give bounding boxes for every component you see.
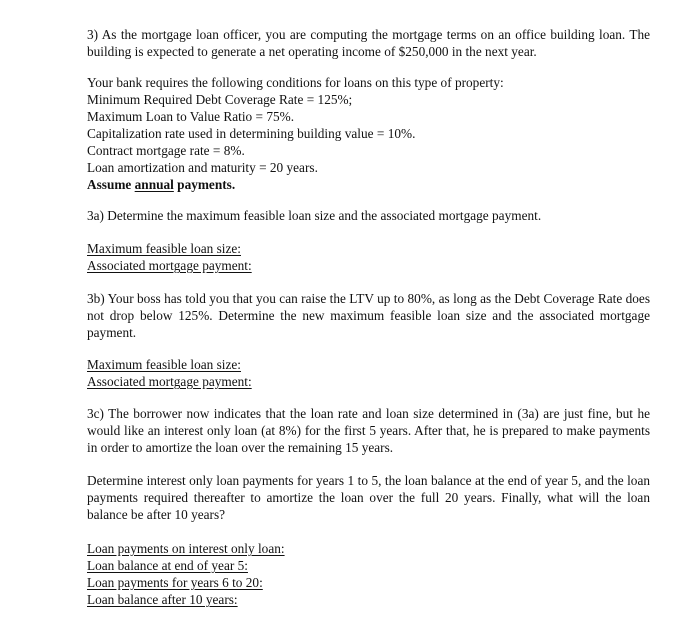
conditions-heading: Your bank requires the following conditions for loans on this type of property: bbox=[87, 75, 504, 90]
part-b-answer-payment: Associated mortgage payment: bbox=[87, 374, 252, 389]
part-c-answers bbox=[87, 540, 650, 608]
part-c-answer-interest-only: Loan payments on interest only loan: bbox=[87, 541, 285, 556]
part-a-question: 3a) Determine the maximum feasible loan size and the associated mortgage payment. bbox=[87, 208, 542, 223]
assume-suffix: payments. bbox=[173, 177, 236, 192]
part-b-answers bbox=[87, 356, 650, 390]
condition-item-dcr: Minimum Required Debt Coverage Rate = 125%; bbox=[87, 92, 353, 107]
assume-annual-payments bbox=[87, 176, 650, 193]
condition-item-mortgage-rate: Contract mortgage rate = 8%. bbox=[87, 143, 245, 158]
condition-item-cap-rate: Capitalization rate used in determining building value = 10%. bbox=[87, 126, 416, 141]
part-b-answer-loan-size: Maximum feasible loan size: bbox=[87, 357, 241, 372]
assume-prefix: Assume bbox=[87, 177, 135, 192]
intro-paragraph: 3) As the mortgage loan officer, you are computing the mortgage terms on an office building loan. The building is expected to generate a net operating income of $250,000 in the next year. bbox=[87, 27, 650, 59]
part-c-answer-balance-year-10: Loan balance after 10 years: bbox=[87, 592, 238, 607]
part-a-answers bbox=[87, 240, 650, 274]
part-c-answer-payments-6-20: Loan payments for years 6 to 20: bbox=[87, 575, 263, 590]
part-c-instructions: Determine interest only loan payments for years 1 to 5, the loan balance at the end of year 5, and the loan payments required thereafter to amortize the loan over the full 20 years. Finally, what will the loan balance be after 10 years? bbox=[87, 473, 650, 522]
part-c-question: 3c) The borrower now indicates that the loan rate and loan size determined in (3a) are just fine, but he would like an interest only loan (at 8%) for the first 5 years. After that, he is prepared to make payments in order to amortize the loan over the remaining 15 years. bbox=[87, 406, 650, 455]
part-a-answer-loan-size: Maximum feasible loan size: bbox=[87, 241, 241, 256]
assume-emphasis-word: annual bbox=[134, 177, 174, 192]
condition-item-amortization: Loan amortization and maturity = 20 years. bbox=[87, 160, 318, 175]
conditions-block bbox=[87, 74, 650, 193]
part-b-question: 3b) Your boss has told you that you can raise the LTV up to 80%, as long as the Debt Coverage Rate does not drop below 125%. Determine the new maximum feasible loan size and the associated mortgage payment. bbox=[87, 291, 650, 340]
part-c-answer-balance-year-5: Loan balance at end of year 5: bbox=[87, 558, 248, 573]
part-a-answer-payment: Associated mortgage payment: bbox=[87, 258, 252, 273]
condition-item-ltv: Maximum Loan to Value Ratio = 75%. bbox=[87, 109, 295, 124]
